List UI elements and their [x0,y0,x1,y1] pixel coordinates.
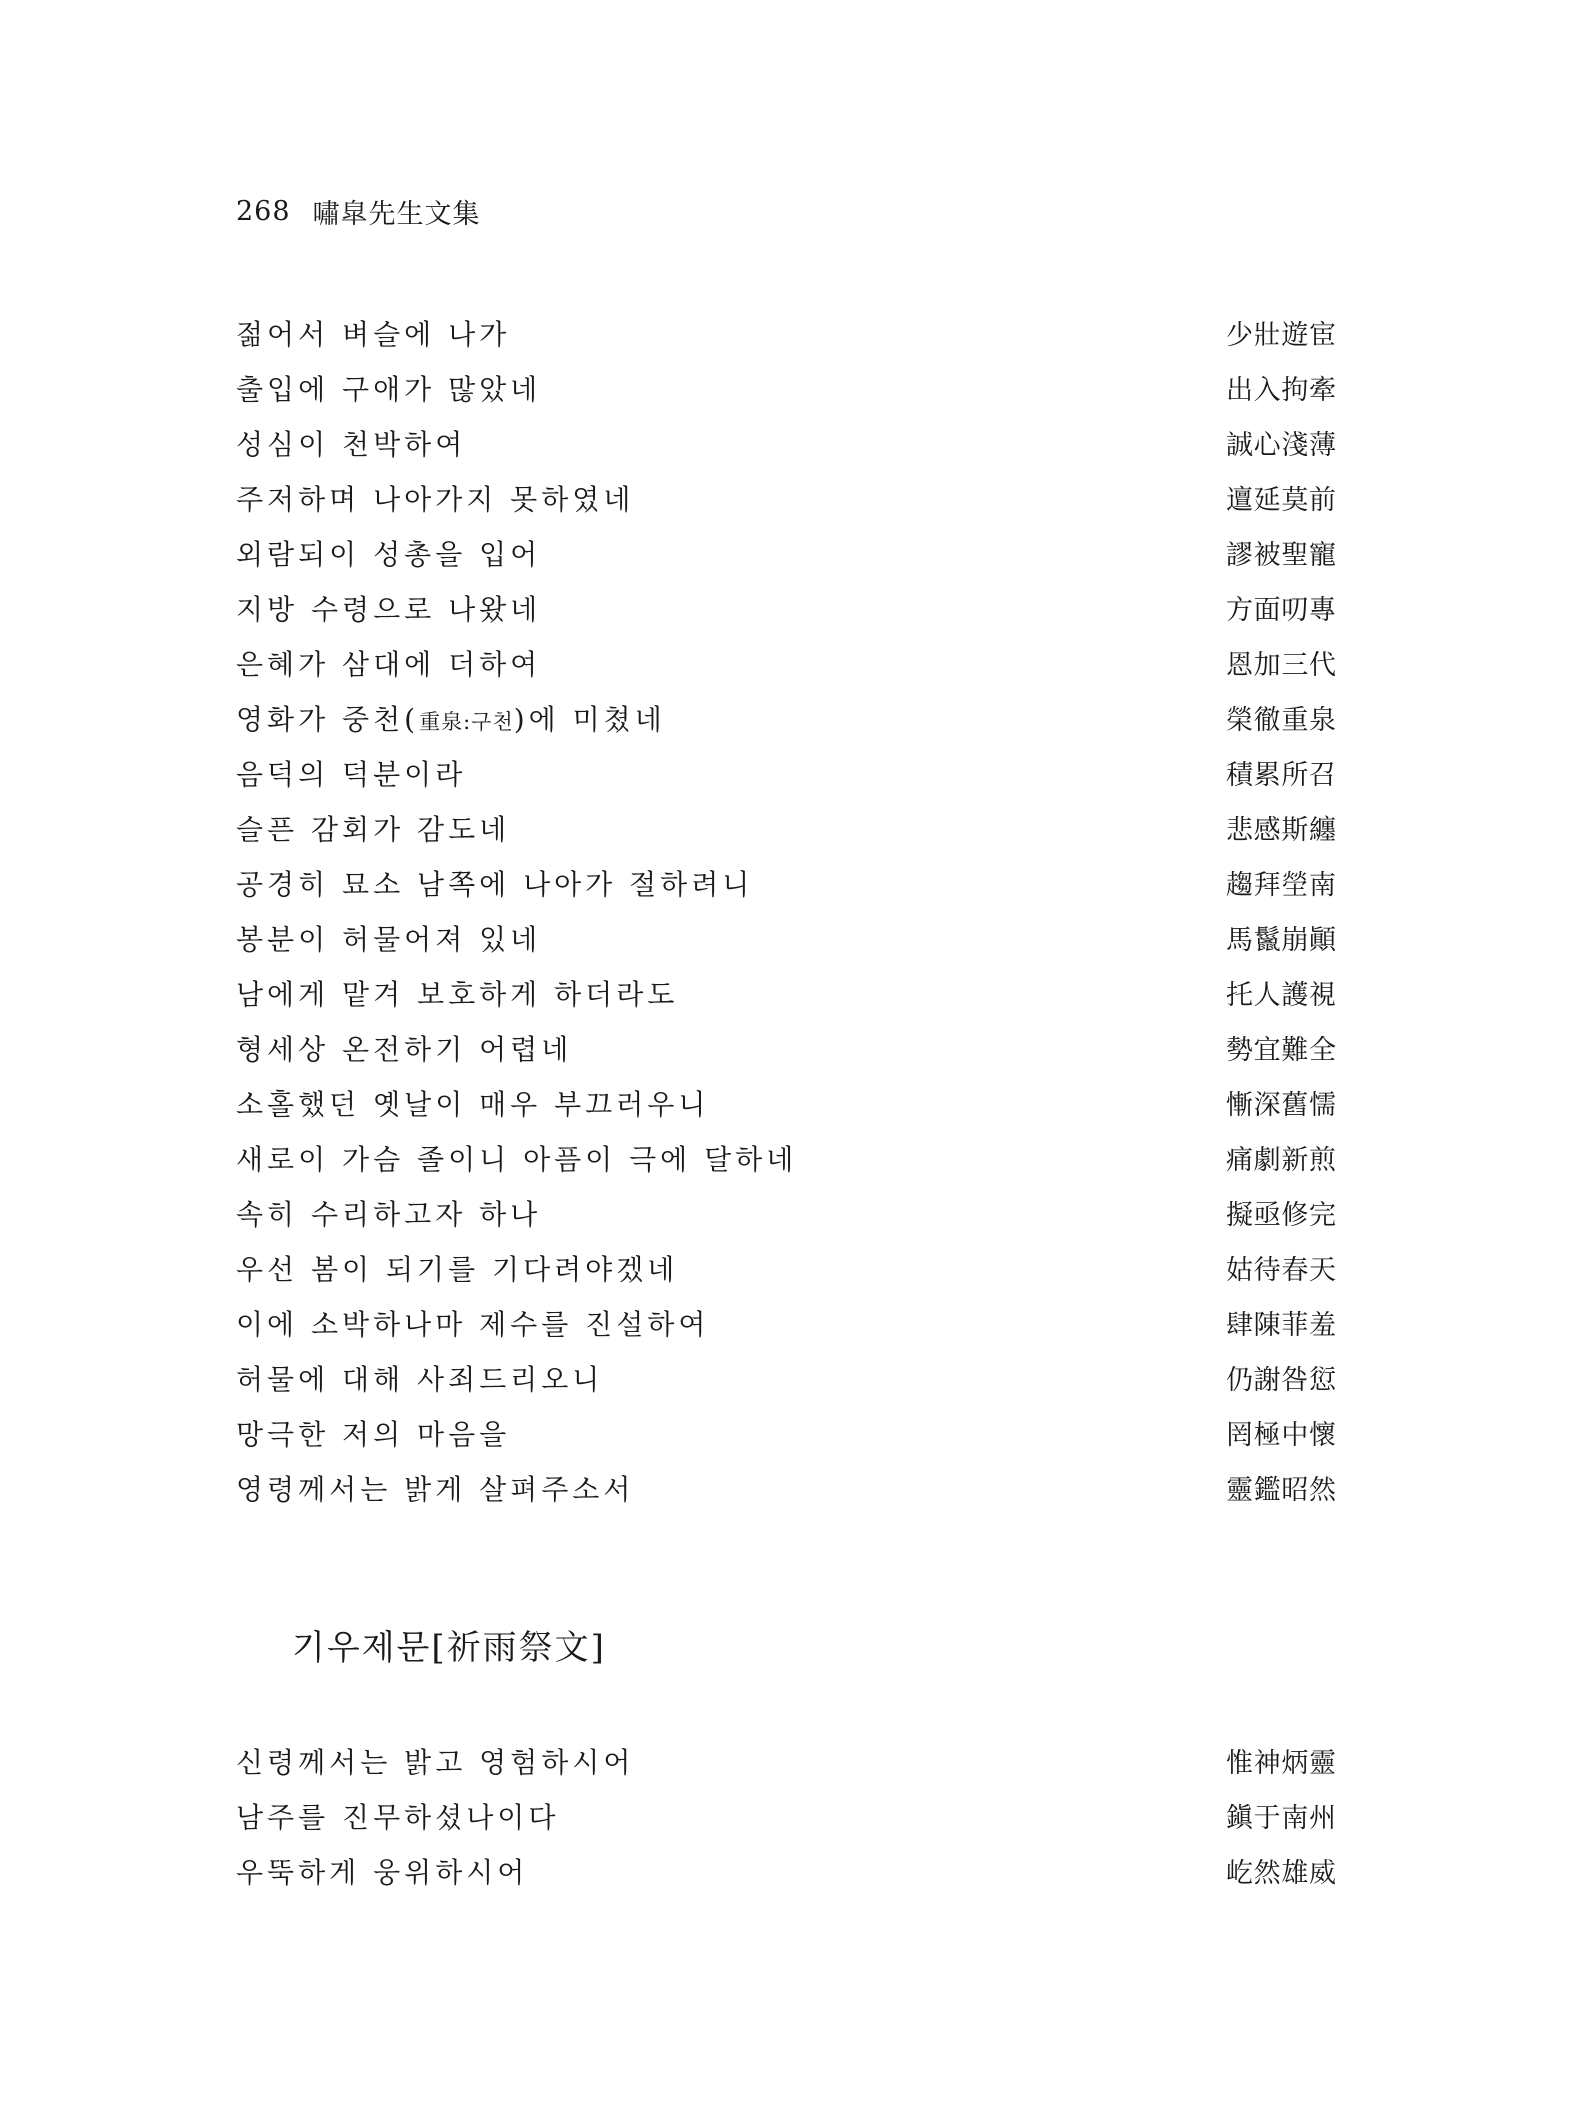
korean-line: 영령께서는 밝게 살펴주소서 [236,1472,635,1506]
hanja-line: 鎭于南州 [1226,1803,1336,1834]
korean-line: 봉분이 허물어져 있네 [236,922,542,956]
hanja-line: 勢宜難全 [1226,1035,1336,1066]
korean-line: 형세상 온전하기 어렵네 [236,1032,573,1066]
hanja-line: 謬被聖寵 [1226,540,1336,571]
korean-line: 허물에 대해 사죄드리오니 [236,1362,604,1396]
korean-line: 성심이 천박하여 [236,427,467,461]
korean-line: 남에게 맡겨 보호하게 하더라도 [236,977,679,1011]
hanja-line: 悲感斯纏 [1226,815,1336,846]
verse-line [236,1460,1336,1515]
korean-line: 외람되이 성총을 입어 [236,537,542,571]
korean-line: 슬픈 감회가 감도네 [236,812,511,846]
verse-line [236,635,1336,690]
verse-line [236,1350,1336,1405]
annotation-note: 重泉:구천 [419,709,514,734]
hanja-line: 擬亟修完 [1226,1200,1336,1231]
verse-line [236,580,1336,635]
hanja-line: 屹然雄威 [1226,1858,1336,1889]
korean-line: 주저하며 나아가지 못하였네 [236,482,635,516]
hanja-line: 痛劇新煎 [1226,1145,1336,1176]
verse-line [236,1733,1336,1788]
hanja-line: 馬鬣崩顚 [1226,925,1336,956]
verse-line [236,910,1336,965]
hanja-line: 姑待春天 [1226,1255,1336,1286]
hanja-line: 惟神炳靈 [1226,1748,1336,1779]
korean-line [236,698,666,738]
verse-line [236,1405,1336,1460]
korean-line: 공경히 묘소 남쪽에 나아가 절하려니 [236,867,754,901]
verse-line [236,415,1336,470]
korean-line: 남주를 진무하셨나이다 [236,1800,560,1834]
hanja-line: 榮徹重泉 [1226,705,1336,736]
hanja-line: 出入拘牽 [1226,375,1336,406]
hanja-line: 罔極中懷 [1226,1420,1336,1451]
hanja-line: 慚深舊懦 [1226,1090,1336,1121]
verse-line [236,855,1336,910]
hanja-line: 積累所召 [1226,760,1336,791]
korean-line: 새로이 가슴 졸이니 아픔이 극에 달하네 [236,1142,798,1176]
verse-line [236,1240,1336,1295]
book-title: 嘯皐先生文集 [312,198,481,230]
korean-line: 출입에 구애가 많았네 [236,372,542,406]
hanja-line: 托人護視 [1226,980,1336,1011]
verse-line [236,690,1336,745]
hanja-line: 誠心淺薄 [1226,430,1336,461]
hanja-line: 恩加三代 [1226,650,1336,681]
hanja-line: 仍謝咎愆 [1226,1365,1336,1396]
hanja-line: 邅延莫前 [1226,485,1336,516]
running-header [236,191,481,231]
hanja-line: 肆陳菲羞 [1226,1310,1336,1341]
poem-block [236,1733,1336,1898]
verse-line [236,1295,1336,1350]
verse-line [236,1843,1336,1898]
verse-line [236,965,1336,1020]
korean-line: 소홀했던 옛날이 매우 부끄러우니 [236,1087,710,1121]
hanja-line: 少壯遊宦 [1226,320,1336,351]
page-number: 268 [236,195,291,227]
korean-line: 이에 소박하나마 제수를 진설하여 [236,1307,710,1341]
hanja-line: 趨拜塋南 [1226,870,1336,901]
korean-line: 우선 봄이 되기를 기다려야겠네 [236,1252,679,1286]
verse-line [236,1130,1336,1185]
korean-line: 우뚝하게 웅위하시어 [236,1855,529,1889]
korean-line: 은혜가 삼대에 더하여 [236,647,542,681]
section-title: 기우제문[祈雨祭文] [292,1628,606,1668]
hanja-line: 方面叨專 [1226,595,1336,626]
korean-line: 젊어서 벼슬에 나가 [236,317,511,351]
poem-block [236,305,1336,1515]
verse-line [236,1185,1336,1240]
korean-line-part: )에 미쳤네 [513,702,666,736]
verse-line [236,305,1336,360]
korean-line: 지방 수령으로 나왔네 [236,592,542,626]
korean-line: 망극한 저의 마음을 [236,1417,511,1451]
verse-line [236,1020,1336,1075]
hanja-line: 靈鑑昭然 [1226,1475,1336,1506]
korean-line: 음덕의 덕분이라 [236,757,467,791]
verse-line [236,470,1336,525]
verse-line [236,525,1336,580]
verse-line [236,1075,1336,1130]
korean-line-part: 영화가 중천( [236,702,420,736]
verse-line [236,745,1336,800]
korean-line: 속히 수리하고자 하나 [236,1197,542,1231]
verse-line [236,1788,1336,1843]
korean-line: 신령께서는 밝고 영험하시어 [236,1745,635,1779]
verse-line [236,800,1336,855]
verse-line [236,360,1336,415]
